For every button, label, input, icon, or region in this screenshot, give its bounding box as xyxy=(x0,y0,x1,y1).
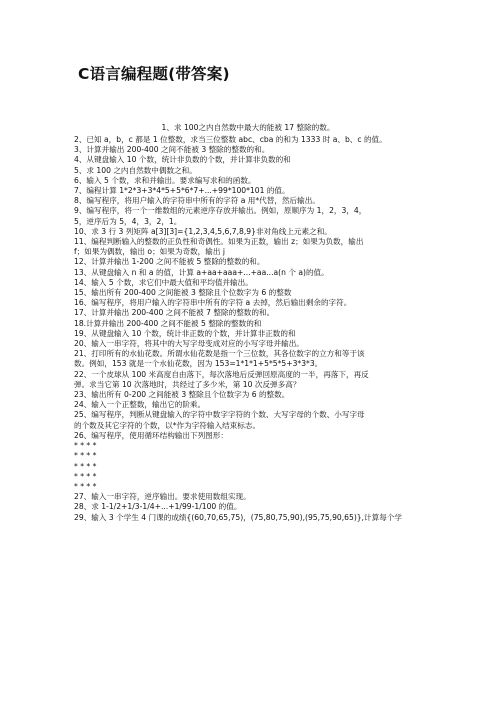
question-line: 11、编程判断输入的整数的正负性和奇偶性。如果为正数，输出 z；如果为负数，输出 xyxy=(74,237,364,247)
question-line: 5，逆序后为 5，4，3，2，1。 xyxy=(74,216,182,226)
question-line: 8、编写程序，将用户输入的字符串中所有的字符 a 用*代替，然后输出。 xyxy=(74,196,320,206)
question-line: 10、求 3 行 3 列矩阵 a[3][3]={1,2,3,4,5,6,7,8,9}非对角线上元素之和。 xyxy=(74,226,332,236)
question-line: 21、打印所有的水仙花数。所谓水仙花数是指一个三位数，其各位数字的立方和等于该 xyxy=(74,349,365,359)
question-line: 13、从键盘输入 n 和 a 的值，计算 a+aa+aaa+...+aa...a(n 个 a)的值。 xyxy=(74,267,329,277)
question-line: 18.计算并输出 200-400 之间不能被 5 整除的整数的和 xyxy=(74,318,262,328)
pattern-row: * * * * xyxy=(74,481,97,491)
question-line: 弹。求当它第 10 次落地时，共经过了多少米，第 10 次反弹多高？ xyxy=(74,379,301,389)
question-line: 19、从键盘输入 10 个数，统计非正数的个数，并计算非正数的和 xyxy=(74,328,296,338)
question-line: 27、输入一串字符，逆序输出。要求使用数组实现。 xyxy=(74,492,251,502)
question-line: 25、编写程序，判断从键盘输入的字符中数字字符的个数、大写字母的个数、小写字母 xyxy=(74,410,365,420)
question-line: 22、一个皮球从 100 米高度自由落下，每次落地后反弹回原高度的一半，再落下，再反 xyxy=(74,369,369,379)
question-line: 的个数及其它字符的个数，以*作为字符输入结束标志。 xyxy=(74,420,261,430)
pattern-row: * * * * xyxy=(74,441,97,451)
question-line: 16、编写程序，将用户输入的字符串中所有的字符 a 去掉，然后输出剩余的字符。 xyxy=(74,298,352,308)
question-line: 4、从键盘输入 10 个数，统计非负数的个数，并计算非负数的和 xyxy=(74,155,291,165)
question-line: 29、输入 3 个学生 4 门课的成绩{(60,70,65,75)，(75,80,75,90),(95,75,90,65)},计算每个学 xyxy=(74,512,403,522)
intro-line: 1、求 100之内自然数中最大的能被 17 整除的数。 xyxy=(161,123,335,132)
question-line: 15、输出所有 200-400 之间能被 3 整除且个位数字为 6 的整数 xyxy=(74,288,292,298)
question-list xyxy=(74,135,440,523)
question-line: 24、输入一个正整数，输出它的阶乘。 xyxy=(74,400,206,410)
question-line: 9、编写程序，将一个一维数组的元素逆序存放并输出。例如，原顺序为 1，2，3，4， xyxy=(74,206,367,216)
question-line: 7、编程计算 1*2*3+3*4*5+5*6*7+...+99*100*101 的值。 xyxy=(74,186,290,196)
question-line: 数。例如，153 就是一个水仙花数，因为 153=1*1*1+5*5*5+3*3*3。 xyxy=(74,359,323,369)
question-line: 3、计算并输出 200-400 之间不能被 3 整除的整数的和。 xyxy=(74,145,270,155)
question-line: 28、求 1-1/2+1/3-1/4+...+1/99-1/100 的值。 xyxy=(74,502,242,512)
question-line: 17、计算并输出 200-400 之间不能被 7 整除的整数的和。 xyxy=(74,308,275,318)
question-line: 14、输入 5 个数，求它们中最大值和平均值并输出。 xyxy=(74,277,253,287)
question-line: 12、计算并输出 1-200 之间不能被 5 整除的整数的和。 xyxy=(74,257,265,267)
question-line: f；如果为偶数，输出 o；如果为奇数，输出 j xyxy=(74,247,225,257)
pattern-row: * * * * xyxy=(74,461,97,471)
question-line: 2、已知 a，b，c 都是 1 位整数，求当三位整数 abc、cba 的和为 1333 时 a、b、c 的值。 xyxy=(74,135,387,144)
page-title: C语言编程题(带答案) xyxy=(78,65,230,83)
pattern-row: * * * * xyxy=(74,471,97,481)
question-line: 26、编写程序，使用循环结构输出下列图形： xyxy=(74,430,228,440)
question-line: 20、输入一串字符，将其中的大写字母变成对应的小写字母并输出。 xyxy=(74,339,304,349)
question-line: 6、输入 5 个数，求和并输出。要求编写求和的函数。 xyxy=(74,175,256,185)
question-line: 23、输出所有 0-200 之间能被 3 整除且个位数字为 6 的整数。 xyxy=(74,390,290,400)
pattern-row: * * * * xyxy=(74,451,97,461)
question-line: 5、求 100 之内自然数中偶数之和。 xyxy=(74,165,197,175)
